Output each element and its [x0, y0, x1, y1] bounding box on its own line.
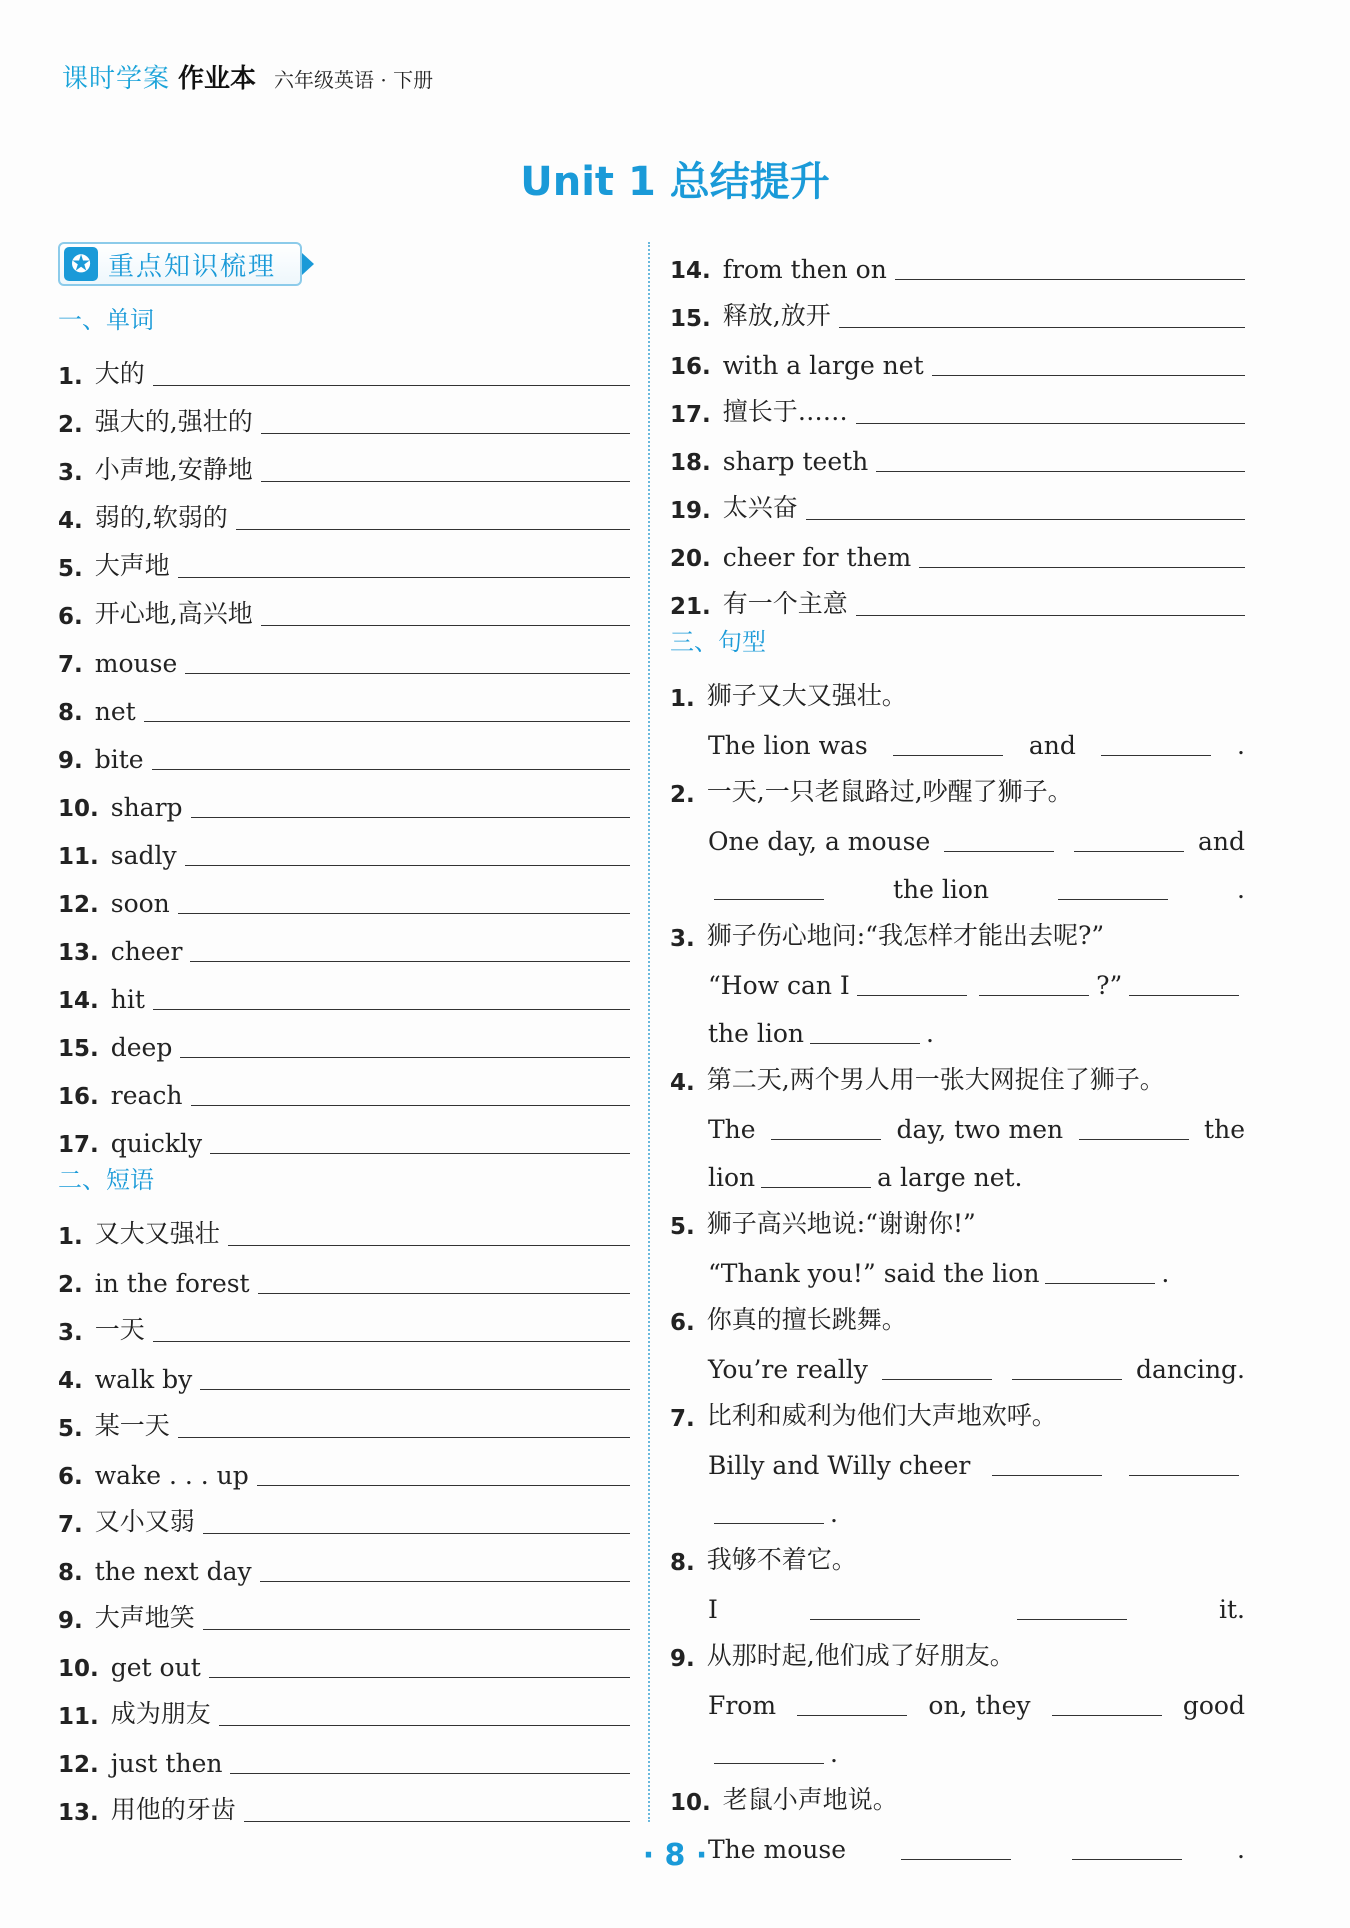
page-number: · 8 ·: [642, 1838, 708, 1873]
sentence-chinese: [670, 1384, 1245, 1432]
list-item: [58, 774, 630, 822]
list-item: [58, 678, 630, 726]
sentences-list: [670, 664, 1245, 1864]
sentence-english: [670, 1000, 1245, 1048]
sentence-fragment: .: [1161, 1259, 1170, 1288]
sentence-english: [670, 1240, 1245, 1288]
answer-blank[interactable]: [992, 1449, 1102, 1476]
answer-line[interactable]: [185, 837, 630, 866]
answer-line[interactable]: [191, 789, 630, 818]
list-item: [58, 1730, 630, 1778]
phrases-list-right: [670, 236, 1245, 620]
item-text: the next day: [94, 1557, 252, 1586]
sentence-fragment: dancing.: [1135, 1355, 1245, 1384]
item-text: get out: [110, 1653, 201, 1682]
answer-blank[interactable]: [797, 1689, 907, 1716]
sentence-fragment: ?”: [1096, 971, 1123, 1000]
list-item: [58, 1298, 630, 1346]
item-number: 16.: [58, 1084, 99, 1110]
item-number: 12.: [58, 892, 99, 918]
answer-line[interactable]: [210, 1125, 630, 1154]
item-text: 成为朋友: [110, 1699, 211, 1728]
sentence-english: [670, 1144, 1245, 1192]
answer-line[interactable]: [203, 1601, 630, 1630]
sentence-text: 老鼠小声地说。: [722, 1785, 898, 1814]
sentence-fragment: “Thank you!” said the lion: [708, 1259, 1040, 1288]
list-item: [58, 1394, 630, 1442]
list-item: [58, 1346, 630, 1394]
answer-blank[interactable]: [1101, 729, 1211, 756]
sentence-fragment: .: [830, 1739, 838, 1768]
answer-line[interactable]: [228, 1217, 630, 1246]
answer-line[interactable]: [200, 1361, 630, 1390]
list-item: [670, 284, 1245, 332]
answer-line[interactable]: [185, 645, 630, 674]
answer-line[interactable]: [856, 395, 1245, 424]
sentence-fragment: the lion: [893, 875, 990, 904]
item-number: 12.: [58, 1752, 99, 1778]
item-number: 2.: [58, 412, 83, 438]
list-item: [58, 1538, 630, 1586]
sentence-english: [670, 1576, 1245, 1624]
item-text: soon: [110, 889, 170, 918]
item-text: 太兴奋: [722, 493, 798, 522]
item-number: 5.: [670, 1214, 695, 1240]
item-number: 4.: [58, 1368, 83, 1394]
list-item: [58, 1634, 630, 1682]
answer-blank[interactable]: [1129, 969, 1239, 996]
item-number: 17.: [58, 1132, 99, 1158]
item-text: sharp: [110, 793, 183, 822]
sentence-chinese: [670, 760, 1245, 808]
answer-blank[interactable]: [1129, 1449, 1239, 1476]
answer-blank[interactable]: [1045, 1257, 1155, 1284]
item-text: reach: [110, 1081, 183, 1110]
list-item: [670, 236, 1245, 284]
item-number: 2.: [58, 1272, 83, 1298]
item-number: 6.: [58, 1464, 83, 1490]
item-number: 4.: [670, 1070, 695, 1096]
list-item: [58, 1778, 630, 1826]
item-text: deep: [110, 1033, 173, 1062]
item-text: 开心地,高兴地: [94, 599, 253, 628]
answer-line[interactable]: [895, 251, 1245, 280]
item-text: wake . . . up: [94, 1461, 249, 1490]
sentence-chinese: [670, 664, 1245, 712]
sentence-english: [670, 712, 1245, 760]
answer-line[interactable]: [261, 453, 630, 482]
phrases-list-left: [58, 1202, 630, 1826]
sentence-text: 我够不着它。: [706, 1545, 857, 1574]
list-item: [58, 966, 630, 1014]
item-number: 21.: [670, 594, 711, 620]
brand-book: 作业本: [178, 64, 257, 94]
item-number: 11.: [58, 1704, 99, 1730]
page-title: Unit 1 总结提升: [520, 159, 830, 205]
sentence-english: [670, 1480, 1245, 1528]
answer-blank[interactable]: [761, 1161, 871, 1188]
answer-line[interactable]: [257, 1457, 630, 1486]
item-number: 10.: [58, 796, 99, 822]
item-number: 17.: [670, 402, 711, 428]
answer-line[interactable]: [219, 1697, 630, 1726]
sentence-fragment: “How can I: [708, 971, 850, 1000]
answer-blank[interactable]: [944, 825, 1054, 852]
sentence-fragment: it.: [1219, 1595, 1245, 1624]
item-number: 15.: [58, 1036, 99, 1062]
item-text: 强大的,强壮的: [94, 407, 253, 436]
item-text: with a large net: [722, 351, 924, 380]
words-list: [58, 342, 630, 1158]
list-item: [58, 486, 630, 534]
item-text: sadly: [110, 841, 177, 870]
item-text: 又小又弱: [94, 1507, 195, 1536]
sentence-chinese: [670, 1288, 1245, 1336]
item-text: cheer: [110, 937, 183, 966]
list-item: [670, 572, 1245, 620]
answer-line[interactable]: [178, 549, 630, 578]
list-item: [58, 1442, 630, 1490]
answer-blank[interactable]: [1074, 825, 1184, 852]
sentence-text: 狮子高兴地说:“谢谢你!”: [706, 1209, 976, 1238]
sentence-chinese: [670, 904, 1245, 952]
item-number: 10.: [670, 1790, 711, 1816]
item-number: 5.: [58, 556, 83, 582]
answer-line[interactable]: [261, 405, 630, 434]
answer-line[interactable]: [178, 885, 630, 914]
answer-line[interactable]: [261, 597, 630, 626]
list-item: [670, 428, 1245, 476]
sentence-fragment: the: [1204, 1115, 1245, 1144]
item-number: 13.: [58, 1800, 99, 1826]
answer-line[interactable]: [236, 501, 630, 530]
item-number: 15.: [670, 306, 711, 332]
item-number: 5.: [58, 1416, 83, 1442]
sentence-text: 狮子伤心地问:“我怎样才能出去呢?”: [706, 921, 1105, 950]
answer-line[interactable]: [806, 491, 1245, 520]
item-number: 7.: [58, 652, 83, 678]
answer-line[interactable]: [209, 1649, 630, 1678]
item-text: net: [94, 697, 136, 726]
answer-blank[interactable]: [857, 969, 967, 996]
item-number: 16.: [670, 354, 711, 380]
answer-line[interactable]: [856, 587, 1245, 616]
item-number: 20.: [670, 546, 711, 572]
answer-blank[interactable]: [714, 1737, 824, 1764]
sentence-fragment: .: [830, 1499, 838, 1528]
left-column: [58, 240, 630, 1826]
item-number: 6.: [58, 604, 83, 630]
sentence-english: [670, 1672, 1245, 1720]
item-number: 7.: [58, 1512, 83, 1538]
answer-line[interactable]: [153, 357, 630, 386]
sentence-text: 比利和威利为他们大声地欢呼。: [706, 1401, 1057, 1430]
answer-line[interactable]: [178, 1409, 630, 1438]
answer-blank[interactable]: [714, 873, 824, 900]
answer-line[interactable]: [919, 539, 1245, 568]
list-item: [670, 332, 1245, 380]
answer-blank[interactable]: [882, 1353, 992, 1380]
list-item: [58, 918, 630, 966]
item-text: 释放,放开: [722, 301, 831, 330]
arrow-right-icon: [302, 253, 314, 275]
item-text: 擅长于……: [722, 397, 848, 426]
sentence-chinese: [670, 1048, 1245, 1096]
item-text: mouse: [94, 649, 178, 678]
sentence-fragment: From: [708, 1691, 777, 1720]
star-icon: ✪: [64, 247, 98, 281]
answer-blank[interactable]: [810, 1017, 920, 1044]
answer-line[interactable]: [258, 1265, 630, 1294]
answer-line[interactable]: [230, 1745, 630, 1774]
answer-line[interactable]: [180, 1029, 630, 1058]
sentence-text: 从那时起,他们成了好朋友。: [706, 1641, 1015, 1670]
item-number: 9.: [58, 748, 83, 774]
item-text: walk by: [94, 1365, 193, 1394]
item-number: 2.: [670, 782, 695, 808]
answer-line[interactable]: [932, 347, 1245, 376]
list-item: [58, 1586, 630, 1634]
sentence-text: 第二天,两个男人用一张大网捉住了狮子。: [706, 1065, 1165, 1094]
sentence-chinese: [670, 1528, 1245, 1576]
banner-box: [58, 242, 302, 286]
sentence-fragment: good: [1182, 1691, 1245, 1720]
answer-blank[interactable]: [893, 729, 1003, 756]
item-number: 9.: [58, 1608, 83, 1634]
item-number: 11.: [58, 844, 99, 870]
sentence-fragment: Billy and Willy cheer: [708, 1451, 971, 1480]
answer-line[interactable]: [260, 1553, 630, 1582]
sentence-fragment: .: [1237, 875, 1245, 904]
item-number: 7.: [670, 1406, 695, 1432]
item-number: 6.: [670, 1310, 695, 1336]
item-text: cheer for them: [722, 543, 912, 572]
item-text: just then: [110, 1749, 223, 1778]
list-item: [670, 476, 1245, 524]
item-text: 大声地笑: [94, 1603, 195, 1632]
brand-name: 课时学案: [62, 64, 171, 94]
item-text: sharp teeth: [722, 447, 869, 476]
answer-line[interactable]: [190, 933, 630, 962]
sentence-english: [670, 1720, 1245, 1768]
list-item: [58, 342, 630, 390]
answer-line[interactable]: [244, 1793, 630, 1822]
header-subtitle: 六年级英语 · 下册: [274, 68, 434, 92]
sentence-chinese: [670, 1768, 1245, 1816]
item-text: 弱的,软弱的: [94, 503, 228, 532]
answer-line[interactable]: [191, 1077, 630, 1106]
answer-blank[interactable]: [714, 1497, 824, 1524]
list-item: [670, 380, 1245, 428]
sentence-fragment: The mouse: [708, 1835, 847, 1864]
sentence-text: 一天,一只老鼠路过,吵醒了狮子。: [706, 777, 1073, 806]
answer-line[interactable]: [839, 299, 1245, 328]
list-item: [58, 822, 630, 870]
list-item: [58, 630, 630, 678]
sentence-fragment: lion: [708, 1163, 756, 1192]
list-item: [58, 1490, 630, 1538]
sentence-fragment: on, they: [928, 1691, 1031, 1720]
list-item: [58, 1682, 630, 1730]
answer-line[interactable]: [876, 443, 1245, 472]
item-number: 9.: [670, 1646, 695, 1672]
item-number: 1.: [670, 686, 695, 712]
item-number: 8.: [58, 1560, 83, 1586]
sentence-english: [670, 1336, 1245, 1384]
item-number: 3.: [58, 460, 83, 486]
item-number: 8.: [670, 1550, 695, 1576]
answer-blank[interactable]: [810, 1593, 920, 1620]
list-item: [58, 870, 630, 918]
answer-line[interactable]: [152, 741, 630, 770]
list-item: [58, 1202, 630, 1250]
right-column: [670, 236, 1245, 1864]
list-item: [58, 1110, 630, 1158]
sentence-english: [670, 1096, 1245, 1144]
item-text: from then on: [722, 255, 887, 284]
sentence-fragment: day, two men: [896, 1115, 1064, 1144]
sentence-fragment: .: [1237, 1835, 1245, 1864]
item-text: 又大又强壮: [94, 1219, 220, 1248]
list-item: [58, 534, 630, 582]
list-item: [58, 726, 630, 774]
answer-line[interactable]: [153, 1313, 630, 1342]
item-number: 1.: [58, 1224, 83, 1250]
item-text: 一天: [94, 1315, 145, 1344]
item-number: 3.: [670, 926, 695, 952]
item-number: 4.: [58, 508, 83, 534]
list-item: [58, 438, 630, 486]
answer-blank[interactable]: [1058, 873, 1168, 900]
sentence-text: 狮子又大又强壮。: [706, 681, 907, 710]
item-number: 14.: [670, 258, 711, 284]
item-text: 小声地,安静地: [94, 455, 253, 484]
sentence-fragment: the lion: [708, 1019, 805, 1048]
answer-blank[interactable]: [1017, 1593, 1127, 1620]
sentence-fragment: I: [708, 1595, 718, 1624]
item-number: 18.: [670, 450, 711, 476]
sentence-english: [670, 952, 1245, 1000]
answer-blank[interactable]: [979, 969, 1089, 996]
item-text: 用他的牙齿: [110, 1795, 236, 1824]
sentence-fragment: .: [1237, 731, 1245, 760]
item-text: 大的: [94, 359, 145, 388]
list-item: [58, 1014, 630, 1062]
item-number: 14.: [58, 988, 99, 1014]
sentence-fragment: a large net.: [877, 1163, 1023, 1192]
phrases-heading: 二、短语: [58, 1166, 154, 1194]
list-item: [58, 1062, 630, 1110]
sentence-text: 你真的擅长跳舞。: [706, 1305, 907, 1334]
item-text: quickly: [110, 1129, 203, 1158]
item-text: 某一天: [94, 1411, 170, 1440]
answer-blank[interactable]: [1079, 1113, 1189, 1140]
item-number: 10.: [58, 1656, 99, 1682]
item-number: 19.: [670, 498, 711, 524]
page-header: [62, 58, 433, 94]
column-divider: [648, 242, 650, 1822]
banner-label: 重点知识梳理: [108, 251, 277, 282]
sentence-english: [670, 808, 1245, 856]
answer-blank[interactable]: [771, 1113, 881, 1140]
sentence-fragment: .: [926, 1019, 934, 1048]
sentence-english: [670, 1432, 1245, 1480]
item-number: 3.: [58, 1320, 83, 1346]
sentence-fragment: You’re really: [708, 1355, 868, 1384]
answer-line[interactable]: [153, 981, 630, 1010]
sentence-chinese: [670, 1624, 1245, 1672]
sentence-fragment: The lion was: [708, 731, 868, 760]
sentences-heading: 三、句型: [670, 628, 766, 656]
item-text: 有一个主意: [722, 589, 848, 618]
list-item: [670, 524, 1245, 572]
sentence-fragment: and: [1197, 827, 1245, 856]
list-item: [58, 1250, 630, 1298]
list-item: [58, 390, 630, 438]
item-text: in the forest: [94, 1269, 250, 1298]
answer-line[interactable]: [144, 693, 630, 722]
answer-line[interactable]: [203, 1505, 630, 1534]
list-item: [58, 582, 630, 630]
item-text: hit: [110, 985, 145, 1014]
words-heading: 一、单词: [58, 306, 154, 334]
item-number: 8.: [58, 700, 83, 726]
item-number: 1.: [58, 364, 83, 390]
item-text: 大声地: [94, 551, 170, 580]
sentence-fragment: One day, a mouse: [708, 827, 931, 856]
section-banner: [58, 240, 630, 288]
sentence-fragment: and: [1028, 731, 1076, 760]
sentence-fragment: The: [708, 1115, 756, 1144]
answer-blank[interactable]: [1012, 1353, 1122, 1380]
sentence-chinese: [670, 1192, 1245, 1240]
answer-blank[interactable]: [1052, 1689, 1162, 1716]
sentence-english: [670, 856, 1245, 904]
item-number: 13.: [58, 940, 99, 966]
item-text: bite: [94, 745, 144, 774]
